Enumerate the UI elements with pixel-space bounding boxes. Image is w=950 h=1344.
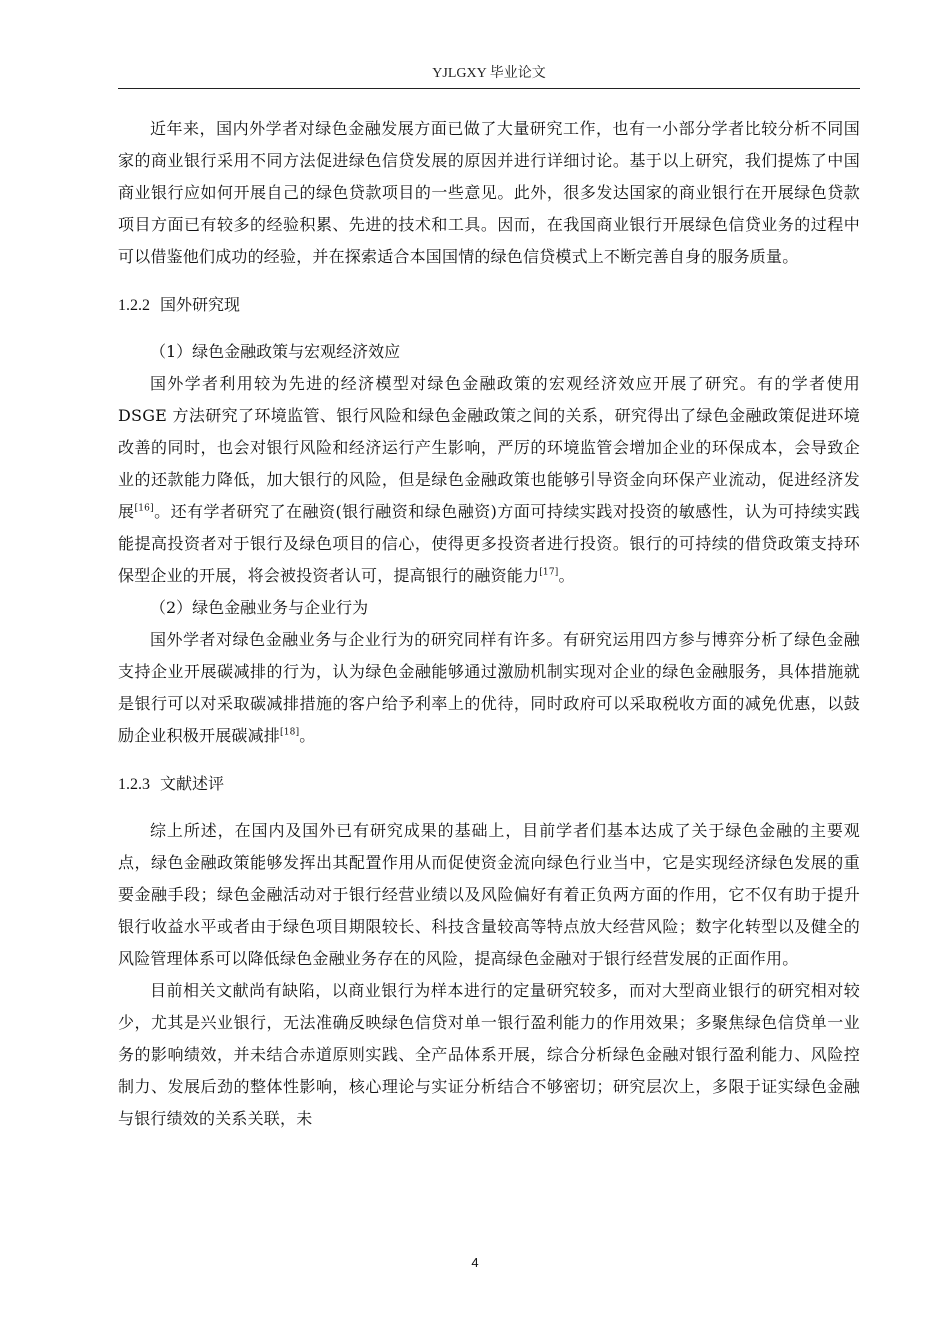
page-number: 4 xyxy=(471,1255,479,1270)
paragraph-text: 国外学者对绿色金融业务与企业行为的研究同样有许多。有研究运用四方参与博弈分析了绿色金融支持企业开展碳减排的行为，认为绿色金融能够通过激励机制实现对企业的绿色金融服务，具体措施就是银行可以对采取碳减排措施的客户给予利率上的优待，同时政府可以采取税收方面的减免优惠，以鼓励企业积极开展碳减排 xyxy=(118,630,860,745)
paragraph-text: 。还有学者研究了在融资(银行融资和绿色融资)方面可持续实践对投资的敏感性，认为可持续实践能提高投资者对于银行及绿色项目的信心，使得更多投资者进行投资。银行的可持续的借贷政策支持环保型企业的开展，将会被投资者认可，提高银行的融资能力 xyxy=(118,502,860,585)
section-number: 1.2.3 xyxy=(118,776,150,793)
paragraph-policy xyxy=(118,368,860,592)
section-title: 国外研究现 xyxy=(160,295,241,314)
page-header: YJLGXY 毕业论文 xyxy=(432,66,546,81)
paragraph-gaps: 目前相关文献尚有缺陷，以商业银行为样本进行的定量研究较多，而对大型商业银行的研究相对较少，尤其是兴业银行，无法准确反映绿色信贷对单一银行盈利能力的作用效果；多聚焦绿色信贷单一业务的影响绩效，并未结合赤道原则实践、全产品体系开展，综合分析绿色金融对银行盈利能力、风险控制力、发展后劲的整体性影响，核心理论与实证分析结合不够密切；研究层次上，多限于证实绿色金融与银行绩效的关系关联，未 xyxy=(118,981,860,1128)
header-divider xyxy=(118,88,860,89)
paragraph-text: 国外学者利用较为先进的经济模型对绿色金融政策的宏观经济效应开展了研究。有的学者使用 DSGE 方法研究了环境监管、银行风险和绿色金融政策之间的关系，研究得出了绿色金融政策促进环境改善的同时，也会对银行风险和经济运行产生影响，严厉的环境监管会增加企业的环保成本，会导致企业的还款能力降低，加大银行的风险，但是绿色金融政策也能够引导资金向环保产业流动，促进经济发展 xyxy=(118,374,860,521)
paragraph-review: 综上所述，在国内及国外已有研究成果的基础上，目前学者们基本达成了关于绿色金融的主要观点，绿色金融政策能够发挥出其配置作用从而促使资金流向绿色行业当中，它是实现经济绿色发展的重要金融手段；绿色金融活动对于银行经营业绩以及风险偏好有着正负两方面的作用，它不仅有助于提升银行收益水平或者由于绿色项目期限较长、科技含量较高等特点放大经营风险；数字化转型以及健全的风险管理体系可以降低绿色金融业务存在的风险，提高绿色金融对于银行经营发展的正面作用。 xyxy=(118,821,860,968)
citation-17: [17] xyxy=(539,567,559,578)
section-heading-1-2-3 xyxy=(118,768,860,801)
citation-16: [16] xyxy=(134,503,154,514)
paragraph-text: 。 xyxy=(299,726,316,745)
paragraph-intro: 近年来，国内外学者对绿色金融发展方面已做了大量研究工作，也有一小部分学者比较分析不同国家的商业银行采用不同方法促进绿色信贷发展的原因并进行详细讨论。基于以上研究，我们提炼了中国商业银行应如何开展自己的绿色贷款项目的一些意见。此外，很多发达国家的商业银行在开展绿色贷款项目方面已有较多的经验积累、先进的技术和工具。因而，在我国商业银行开展绿色信贷业务的过程中可以借鉴他们成功的经验，并在探索适合本国国情的绿色信贷模式上不断完善自身的服务质量。 xyxy=(118,119,860,266)
paragraph-text: 。 xyxy=(558,566,575,585)
document-body xyxy=(118,113,860,1135)
subheading-business: （2）绿色金融业务与企业行为 xyxy=(150,598,369,617)
section-heading-1-2-2 xyxy=(118,289,860,322)
citation-18: [18] xyxy=(280,727,300,738)
section-number: 1.2.2 xyxy=(118,297,150,314)
section-title: 文献述评 xyxy=(160,774,225,793)
paragraph-business xyxy=(118,624,860,752)
subheading-policy: （1）绿色金融政策与宏观经济效应 xyxy=(150,342,401,361)
